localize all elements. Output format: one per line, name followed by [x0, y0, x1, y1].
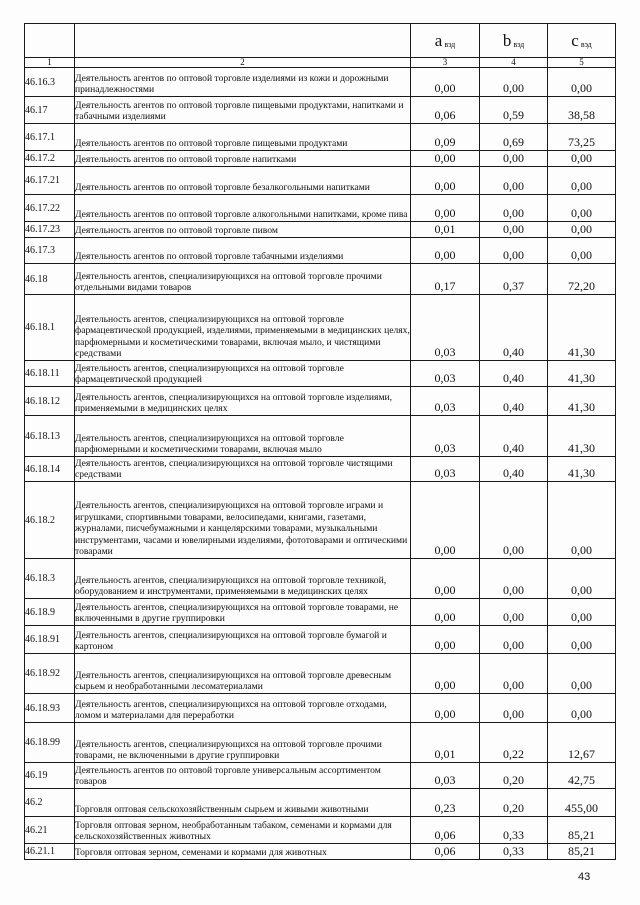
row-c-value: 0,00: [548, 559, 616, 599]
row-b-value: 0,40: [480, 387, 548, 416]
row-a-value: 0,03: [411, 361, 480, 387]
row-a-value: 0,03: [411, 295, 480, 361]
row-c-value: 42,75: [548, 763, 616, 789]
table-row: [25, 68, 616, 97]
row-description: Деятельность агентов по оптовой торговле алкогольными напитками, кроме пива: [75, 195, 411, 222]
row-description: Деятельность агентов, специализирующихся на оптовой торговле техникой, оборудованием и инструментами, применяемыми в медицинских целях: [75, 559, 411, 599]
row-c-value: 73,25: [548, 124, 616, 151]
row-c-value: 38,58: [548, 97, 616, 124]
table-row: [25, 195, 616, 222]
row-description: Деятельность агентов по оптовой торговле напитками: [75, 151, 411, 167]
row-code: 46.17.2: [25, 151, 75, 167]
row-description: Деятельность агентов по оптовой торговле пищевыми продуктами, напитками и табачными изделиями: [75, 97, 411, 124]
header-c: [548, 24, 616, 58]
row-code: 46.18.99: [25, 723, 75, 763]
table-row: [25, 295, 616, 361]
table-header-row: [25, 24, 616, 58]
row-description: Деятельность агентов по оптовой торговле табачными изделиями: [75, 238, 411, 264]
row-c-value: 0,00: [548, 599, 616, 626]
row-b-value: 0,22: [480, 723, 548, 763]
header-description: [75, 24, 411, 58]
row-c-value: 0,00: [548, 482, 616, 559]
header-a-subscript: вэд: [444, 39, 456, 49]
row-code: 46.18.93: [25, 694, 75, 723]
row-description: Деятельность агентов по оптовой торговле пивом: [75, 222, 411, 238]
row-code: 46.21: [25, 817, 75, 844]
header-b-symbol: b: [502, 30, 512, 50]
column-number: 1: [25, 58, 75, 68]
row-code: 46.18.91: [25, 626, 75, 654]
table-row: [25, 238, 616, 264]
row-a-value: 0,00: [411, 626, 480, 654]
column-number: 2: [75, 58, 411, 68]
row-code: 46.18.2: [25, 482, 75, 559]
row-description: Деятельность агентов, специализирующихся на оптовой торговле отходами, ломом и материалами для переработки: [75, 694, 411, 723]
row-c-value: 85,21: [548, 844, 616, 860]
table-row: [25, 457, 616, 482]
row-b-value: 0,00: [480, 654, 548, 694]
row-description: Торговля оптовая зерном, необработанным табаком, семенами и кормами для сельскохозяйственных животных: [75, 817, 411, 844]
row-b-value: 0,20: [480, 789, 548, 817]
header-a-symbol: a: [434, 30, 443, 50]
row-code: 46.18.13: [25, 416, 75, 457]
row-b-value: 0,20: [480, 763, 548, 789]
row-code: 46.18.92: [25, 654, 75, 694]
row-b-value: 0,00: [480, 559, 548, 599]
row-c-value: 455,00: [548, 789, 616, 817]
table-row: [25, 694, 616, 723]
row-c-value: 41,30: [548, 387, 616, 416]
row-b-value: 0,00: [480, 68, 548, 97]
row-b-value: 0,33: [480, 844, 548, 860]
table-row: [25, 151, 616, 167]
row-a-value: 0,00: [411, 68, 480, 97]
row-description: Деятельность агентов, специализирующихся на оптовой торговле прочими отдельными видами товаров: [75, 264, 411, 295]
row-b-value: 0,00: [480, 599, 548, 626]
row-description: Деятельность агентов, специализирующихся на оптовой торговле чистящими средствами: [75, 457, 411, 482]
coefficients-table: [24, 23, 616, 860]
row-c-value: 12,67: [548, 723, 616, 763]
table-row: [25, 361, 616, 387]
row-c-value: 85,21: [548, 817, 616, 844]
row-a-value: 0,03: [411, 387, 480, 416]
row-code: 46.21.1: [25, 844, 75, 860]
row-code: 46.18.3: [25, 559, 75, 599]
row-description: Деятельность агентов по оптовой торговле пищевыми продуктами: [75, 124, 411, 151]
row-c-value: 0,00: [548, 195, 616, 222]
row-a-value: 0,09: [411, 124, 480, 151]
row-code: 46.17: [25, 97, 75, 124]
row-code: 46.17.22: [25, 195, 75, 222]
row-a-value: 0,03: [411, 416, 480, 457]
row-b-value: 0,40: [480, 295, 548, 361]
column-number: 3: [411, 58, 480, 68]
table-row: [25, 626, 616, 654]
row-c-value: 0,00: [548, 151, 616, 167]
row-code: 46.17.1: [25, 124, 75, 151]
row-code: 46.18.1: [25, 295, 75, 361]
row-a-value: 0,06: [411, 844, 480, 860]
row-a-value: 0,01: [411, 222, 480, 238]
row-c-value: 0,00: [548, 167, 616, 195]
row-a-value: 0,17: [411, 264, 480, 295]
row-a-value: 0,00: [411, 654, 480, 694]
row-a-value: 0,03: [411, 457, 480, 482]
table-row: [25, 222, 616, 238]
row-b-value: 0,40: [480, 416, 548, 457]
row-c-value: 72,20: [548, 264, 616, 295]
row-a-value: 0,06: [411, 817, 480, 844]
row-c-value: 0,00: [548, 68, 616, 97]
row-b-value: 0,69: [480, 124, 548, 151]
row-description: Деятельность агентов, специализирующихся на оптовой торговле прочими товарами, не включенными в другие группировки: [75, 723, 411, 763]
table-row: [25, 789, 616, 817]
row-c-value: 41,30: [548, 416, 616, 457]
row-description: Деятельность агентов, специализирующихся на оптовой торговле товарами, не включенными в другие группировки: [75, 599, 411, 626]
row-c-value: 41,30: [548, 295, 616, 361]
row-b-value: 0,00: [480, 238, 548, 264]
row-a-value: 0,00: [411, 599, 480, 626]
row-a-value: 0,00: [411, 195, 480, 222]
table-row: [25, 416, 616, 457]
row-b-value: 0,00: [480, 167, 548, 195]
header-c-symbol: c: [571, 30, 579, 50]
table-row: [25, 817, 616, 844]
row-code: 46.18: [25, 264, 75, 295]
column-number-row: [25, 58, 616, 68]
row-description: Деятельность агентов по оптовой торговле изделиями из кожи и дорожными принадлежностями: [75, 68, 411, 97]
row-code: 46.18.9: [25, 599, 75, 626]
header-c-subscript: вэд: [580, 39, 592, 49]
table-row: [25, 97, 616, 124]
row-code: 46.2: [25, 789, 75, 817]
row-code: 46.17.3: [25, 238, 75, 264]
row-a-value: 0,00: [411, 482, 480, 559]
row-b-value: 0,00: [480, 626, 548, 654]
row-a-value: 0,00: [411, 559, 480, 599]
row-c-value: 41,30: [548, 361, 616, 387]
row-b-value: 0,00: [480, 694, 548, 723]
row-a-value: 0,06: [411, 97, 480, 124]
row-a-value: 0,00: [411, 167, 480, 195]
row-c-value: 0,00: [548, 694, 616, 723]
row-code: 46.17.23: [25, 222, 75, 238]
row-a-value: 0,01: [411, 723, 480, 763]
row-description: Деятельность агентов по оптовой торговле универсальным ассортиментом товаров: [75, 763, 411, 789]
row-c-value: 0,00: [548, 238, 616, 264]
row-description: Деятельность агентов, специализирующихся на оптовой торговле фармацевтической продукцией: [75, 361, 411, 387]
row-a-value: 0,03: [411, 763, 480, 789]
row-b-value: 0,59: [480, 97, 548, 124]
row-b-value: 0,40: [480, 457, 548, 482]
row-a-value: 0,23: [411, 789, 480, 817]
row-description: Деятельность агентов по оптовой торговле безалкогольными напитками: [75, 167, 411, 195]
row-code: 46.17.21: [25, 167, 75, 195]
row-code: 46.19: [25, 763, 75, 789]
table-row: [25, 599, 616, 626]
row-a-value: 0,00: [411, 238, 480, 264]
row-a-value: 0,00: [411, 694, 480, 723]
row-b-value: 0,33: [480, 817, 548, 844]
row-description: Деятельность агентов, специализирующихся на оптовой торговле изделиями, применяемыми в медицинских целях: [75, 387, 411, 416]
header-a: [411, 24, 480, 58]
table-row: [25, 723, 616, 763]
table-row: [25, 654, 616, 694]
header-b: [480, 24, 548, 58]
table-row: [25, 387, 616, 416]
row-b-value: 0,37: [480, 264, 548, 295]
column-number: 5: [548, 58, 616, 68]
row-description: Торговля оптовая зерном, семенами и кормами для животных: [75, 844, 411, 860]
table-row: [25, 167, 616, 195]
column-number: 4: [480, 58, 548, 68]
row-a-value: 0,00: [411, 151, 480, 167]
row-b-value: 0,40: [480, 361, 548, 387]
row-b-value: 0,00: [480, 195, 548, 222]
table-row: [25, 482, 616, 559]
table-row: [25, 844, 616, 860]
row-description: Деятельность агентов, специализирующихся на оптовой торговле парфюмерными и косметическими товарами, включая мыло: [75, 416, 411, 457]
row-c-value: 0,00: [548, 626, 616, 654]
row-description: Деятельность агентов, специализирующихся на оптовой торговле бумагой и картоном: [75, 626, 411, 654]
row-b-value: 0,00: [480, 222, 548, 238]
row-description: Деятельность агентов, специализирующихся на оптовой торговле древесным сырьем и необработанными лесоматериалами: [75, 654, 411, 694]
row-code: 46.18.14: [25, 457, 75, 482]
row-description: Деятельность агентов, специализирующихся на оптовой торговле играми и игрушками, спортивными товарами, велосипедами, книгами, газетами, журналами, писчебумажными и канцелярскими товарами, музыкальными инструментами, часами и ювелирными изделиями, фототоварами и оптическими товарами: [75, 482, 411, 559]
row-c-value: 0,00: [548, 654, 616, 694]
header-code: [25, 24, 75, 58]
row-code: 46.16.3: [25, 68, 75, 97]
table-row: [25, 559, 616, 599]
row-description: Деятельность агентов, специализирующихся на оптовой торговле фармацевтической продукцией, изделиями, применяемыми в медицинских целях, парфюмерными и косметическими товарами, включая мыло, и чистящими средствами: [75, 295, 411, 361]
row-code: 46.18.12: [25, 387, 75, 416]
page-number: 43: [578, 871, 591, 883]
header-b-subscript: вэд: [513, 39, 525, 49]
table-row: [25, 763, 616, 789]
row-c-value: 41,30: [548, 457, 616, 482]
row-b-value: 0,00: [480, 482, 548, 559]
row-c-value: 0,00: [548, 222, 616, 238]
table-row: [25, 264, 616, 295]
table-row: [25, 124, 616, 151]
row-description: Торговля оптовая сельскохозяйственным сырьем и живыми животными: [75, 789, 411, 817]
row-b-value: 0,00: [480, 151, 548, 167]
row-code: 46.18.11: [25, 361, 75, 387]
